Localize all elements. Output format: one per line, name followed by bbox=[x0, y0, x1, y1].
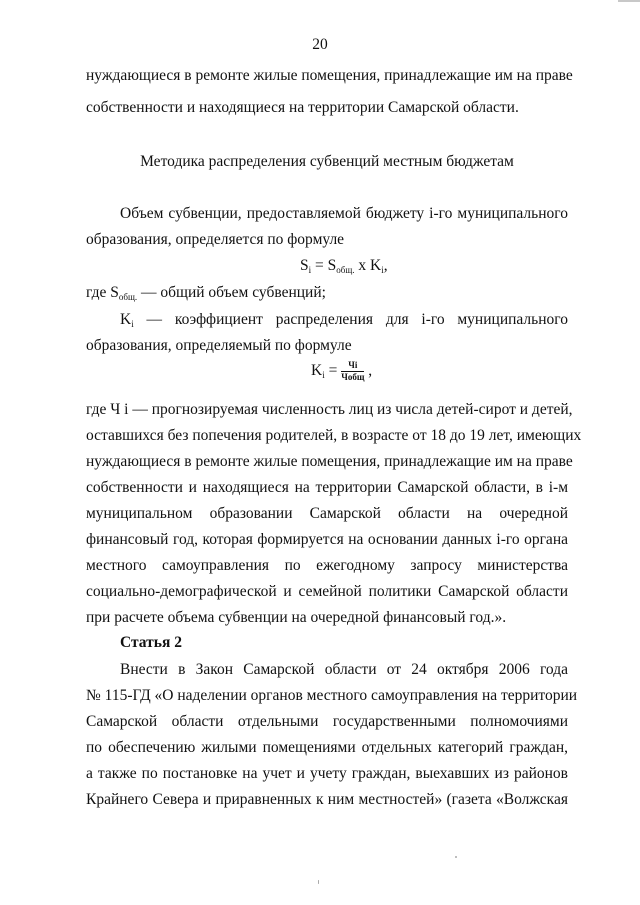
def-k-line-2: образования, определяемый по формуле bbox=[86, 337, 352, 354]
def-ch-line-9: при расчете объема субвенции на очередной финансовый год.». bbox=[86, 609, 507, 626]
def-total-sub: общ. bbox=[118, 292, 138, 302]
article-line-6: Крайнего Севера и приравненных к ним местностей» (газета «Волжская bbox=[86, 791, 568, 808]
scan-speck bbox=[455, 856, 457, 858]
section-heading: Методика распределения субвенций местным бюджетам bbox=[140, 153, 514, 170]
article-line-3: Самарской области отдельными государственными полномочиями bbox=[86, 713, 568, 730]
formula2-eq: = bbox=[324, 362, 342, 380]
scan-edge-mark bbox=[618, 0, 640, 2]
article-line-5: а также по постановке на учет и учету граждан, выехавших из районов bbox=[86, 765, 568, 782]
def-ch-line-8: социально-демографической и семейной политики Самарской области bbox=[86, 583, 568, 600]
def-k-line-1 bbox=[120, 310, 568, 334]
def-k-sub: i bbox=[131, 319, 134, 329]
def-ch-line-7: местного самоуправления по ежегодному запросу министерства bbox=[86, 557, 568, 574]
def-ch-line-4: собственности и находящиеся на территории Самарской области, в i-м bbox=[86, 479, 568, 496]
formula-coefficient bbox=[311, 360, 372, 385]
def-k-symbol: K bbox=[120, 311, 132, 328]
formula2-lhs: K bbox=[311, 362, 323, 380]
formula2-numerator: Чi bbox=[341, 360, 364, 372]
para1-line-1: Объем субвенции, предоставляемой бюджету i-го муниципального bbox=[120, 205, 568, 222]
def-total-subvention bbox=[86, 283, 568, 307]
formula-subvention bbox=[300, 256, 388, 280]
para1-line-2: образования, определяется по формуле bbox=[86, 231, 345, 248]
def-ch-line-5: муниципальном образовании Самарской области на очередной bbox=[86, 505, 568, 522]
formula1-eq: = S bbox=[311, 257, 337, 274]
def-ch-line-2: оставшихся без попечения родителей, в возрасте от 18 до 19 лет, имеющих bbox=[86, 427, 582, 444]
formula2-end: , bbox=[364, 362, 373, 380]
intro-line-1: нуждающиеся в ремонте жилые помещения, принадлежащие им на праве bbox=[86, 67, 573, 84]
formula1-end: , bbox=[383, 257, 388, 274]
formula1-total-sub: общ. bbox=[336, 265, 355, 275]
def-ch-line-6: финансовый год, которая формируется на основании данных i-го органа bbox=[86, 531, 568, 548]
article-line-4: по обеспечению жилыми помещениями отдельных категорий граждан, bbox=[86, 739, 568, 756]
article-line-1: Внести в Закон Самарской области от 24 октября 2006 года bbox=[120, 661, 568, 678]
scan-speck bbox=[318, 880, 319, 884]
formula2-lhs-sub: i bbox=[322, 370, 325, 381]
intro-line-2: собственности и находящиеся на территории Самарской области. bbox=[86, 99, 519, 116]
def-k-rest: — коэффициент распределения для i-го муниципального bbox=[133, 311, 568, 328]
def-total-prefix: где S bbox=[86, 284, 119, 301]
formula1-times: x K bbox=[354, 257, 382, 274]
article-heading: Статья 2 bbox=[120, 634, 182, 651]
formula2-fraction bbox=[341, 360, 364, 383]
def-ch-line-3: нуждающиеся в ремонте жилые помещения, принадлежащие им на праве bbox=[86, 453, 573, 470]
formula1-lhs-sub: i bbox=[308, 265, 312, 275]
formula2-denominator: Чобщ bbox=[341, 372, 365, 382]
formula1-k-sub: i bbox=[381, 265, 384, 275]
formula1-lhs: S bbox=[300, 257, 309, 274]
def-total-suffix: — общий объем субвенций; bbox=[137, 284, 326, 301]
article-line-2: № 115-ГД «О наделении органов местного самоуправления на территории bbox=[86, 687, 578, 704]
def-ch-line-1: где Ч i — прогнозируемая численность лиц из числа детей-сирот и детей, bbox=[86, 401, 573, 418]
page-number: 20 bbox=[312, 36, 328, 53]
